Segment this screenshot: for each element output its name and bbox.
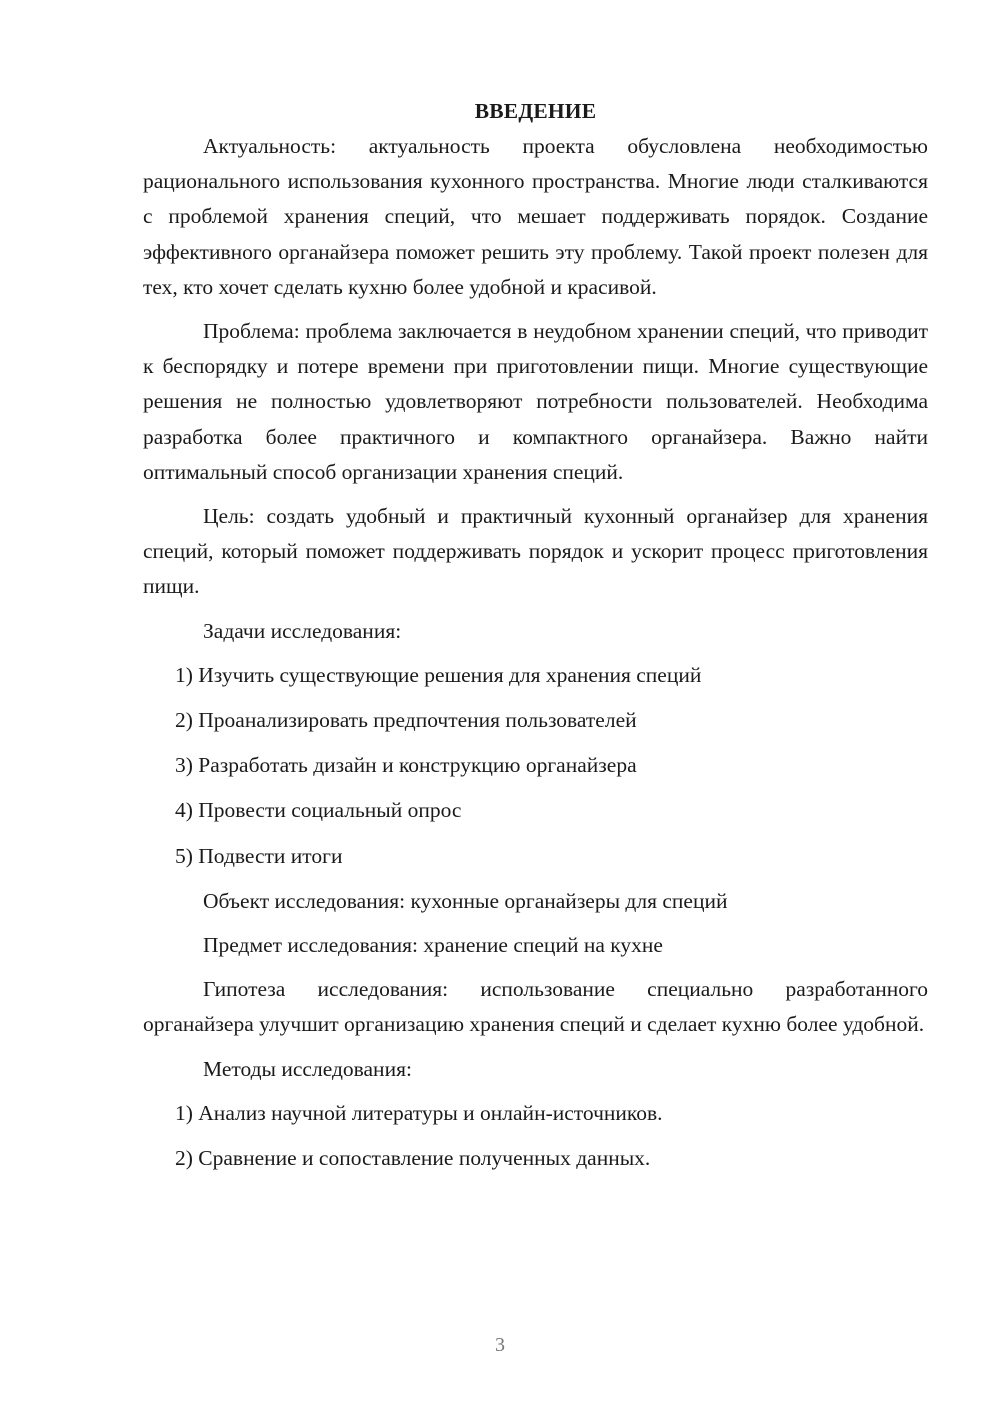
page-number: 3 (495, 1334, 505, 1356)
task-item-3: 3) Разработать дизайн и конструкцию органайзера (175, 753, 637, 778)
task-item-2: 2) Проанализировать предпочтения пользователей (175, 708, 637, 733)
task-item-1: 1) Изучить существующие решения для хранения специй (175, 662, 702, 687)
method-item-2: 2) Сравнение и сопоставление полученных данных. (175, 1146, 651, 1171)
tasks-label: Задачи исследования: (203, 618, 402, 643)
research-subject: Предмет исследования: хранение специй на кухне (203, 933, 663, 958)
paragraph-problem: Проблема: проблема заключается в неудобном хранении специй, что приводит к беспорядку и потере времени при приготовлении пищи. Многие существующие решения не полностью удовлетворяют потребности пользователей. Необходима разработка более практичного и компактного органайзера. Важно найти оптимальный способ организации хранения специй. (143, 319, 928, 484)
paragraph-relevance: Актуальность: актуальность проекта обусловлена необходимостью рационального использования кухонного пространства. Многие люди сталкиваются с проблемой хранения специй, что мешает поддерживать порядок. Создание эффективного органайзера поможет решить эту проблему. Такой проект полезен для тех, кто хочет сделать кухню более удобной и красивой. (143, 134, 928, 299)
document-page (143, 96, 928, 1186)
research-object: Объект исследования: кухонные органайзеры для специй (203, 888, 728, 913)
method-item-1: 1) Анализ научной литературы и онлайн-источников. (175, 1100, 663, 1125)
paragraph-goal: Цель: создать удобный и практичный кухонный органайзер для хранения специй, который поможет поддерживать порядок и ускорит процесс приготовления пищи. (143, 504, 928, 599)
task-item-4: 4) Провести социальный опрос (175, 798, 462, 823)
research-hypothesis: Гипотеза исследования: использование специально разработанного органайзера улучшит организацию хранения специй и сделает кухню более удобной. (143, 977, 928, 1037)
methods-label: Методы исследования: (203, 1056, 412, 1081)
section-heading: ВВЕДЕНИЕ (474, 99, 597, 123)
task-item-5: 5) Подвести итоги (175, 843, 343, 868)
